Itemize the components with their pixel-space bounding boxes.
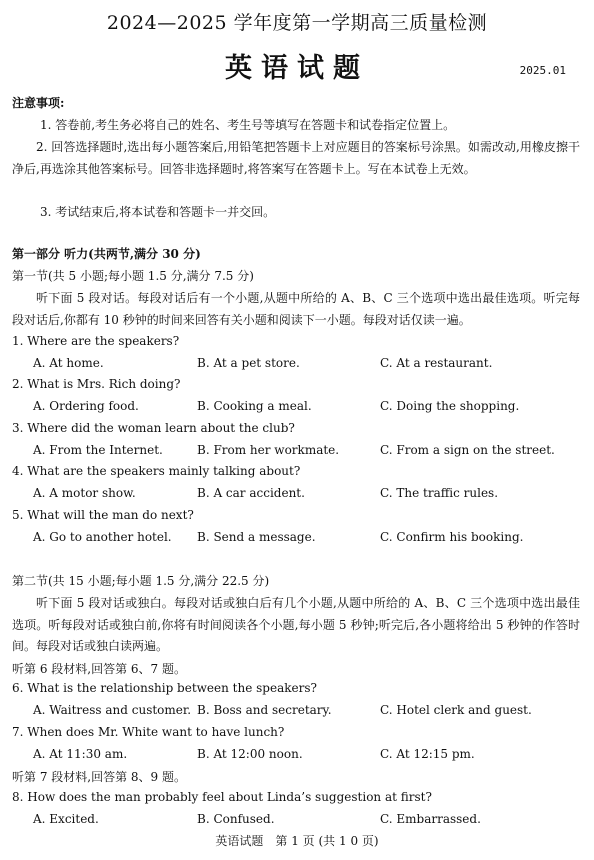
question-7: 7. When does Mr. White want to have lunch? [12, 725, 285, 739]
question-6-option-c: C. Hotel clerk and guest. [380, 703, 532, 717]
material-6-label: 听第 6 段材料,回答第 6、7 题。 [12, 662, 186, 676]
subject-title: 英语试题 [225, 53, 369, 84]
section2-heading: 第二节(共 15 小题;每小题 1.5 分,满分 22.5 分) [12, 574, 270, 588]
exam-date: 2025.01 [519, 64, 566, 77]
question-2: 2. What is Mrs. Rich doing? [12, 377, 181, 391]
question-3-option-b: B. From her workmate. [197, 443, 340, 457]
question-2-option-a: A. Ordering food. [33, 399, 139, 413]
notice-item-1: 1. 答卷前,考生务必将自己的姓名、考生号等填写在答题卡和试卷指定位置上。 [40, 118, 456, 132]
question-6-option-a: A. Waitress and customer. [33, 703, 192, 717]
section2-instructions: 听下面 5 段对话或独白。每段对话或独白后有几个小题,从题中所给的 A、B、C 三个选项中选出最佳选项。听每段对话或独白前,你将有时间阅读各个小题,每小题 5 秒钟;听完后,各小题将给出 5 秒钟的作答时间。每段对话或独白读两遍。 [12, 596, 580, 653]
question-5-option-b: B. Send a message. [197, 530, 316, 544]
question-8-option-c: C. Embarrassed. [380, 812, 481, 826]
question-8: 8. How does the man probably feel about Linda’s suggestion at first? [12, 790, 432, 804]
question-7-option-c: C. At 12:15 pm. [380, 747, 475, 761]
notice-item-2: 2. 回答选择题时,选出每小题答案后,用铅笔把答题卡上对应题目的答案标号涂黑。如需改动,用橡皮擦干净后,再选涂其他答案标号。回答非选择题时,将答案写在答题卡上。写在本试卷上无效。 [12, 140, 580, 176]
question-6: 6. What is the relationship between the speakers? [12, 681, 317, 695]
page-footer: 英语试题 第 1 页 (共 1 0 页) [215, 834, 379, 848]
question-1-option-b: B. At a pet store. [197, 356, 300, 370]
question-2-option-c: C. Doing the shopping. [380, 399, 520, 413]
question-1-option-c: C. At a restaurant. [380, 356, 493, 370]
question-8-option-a: A. Excited. [33, 812, 99, 826]
part1-heading: 第一部分 听力(共两节,满分 30 分) [12, 247, 201, 261]
question-5-option-c: C. Confirm his booking. [380, 530, 524, 544]
question-2-option-b: B. Cooking a meal. [197, 399, 312, 413]
question-3-option-a: A. From the Internet. [33, 443, 163, 457]
question-4-option-b: B. A car accident. [197, 486, 305, 500]
question-7-option-a: A. At 11:30 am. [33, 747, 128, 761]
question-4: 4. What are the speakers mainly talking about? [12, 464, 301, 478]
section1-instructions: 听下面 5 段对话。每段对话后有一个小题,从题中所给的 A、B、C 三个选项中选出最佳选项。听完每段对话后,你都有 10 秒钟的时间来回答有关小题和阅读下一小题。每段对话仅读一遍。 [12, 291, 580, 327]
question-1-option-a: A. At home. [33, 356, 104, 370]
exam-title: 2024—2025 学年度第一学期高三质量检测 [106, 12, 488, 34]
question-7-option-b: B. At 12:00 noon. [197, 747, 303, 761]
question-4-option-c: C. The traffic rules. [380, 486, 499, 500]
notice-heading: 注意事项: [12, 96, 65, 110]
section1-heading: 第一节(共 5 小题;每小题 1.5 分,满分 7.5 分) [12, 269, 254, 283]
question-4-option-a: A. A motor show. [33, 486, 136, 500]
question-3-option-c: C. From a sign on the street. [380, 443, 555, 457]
question-5: 5. What will the man do next? [12, 508, 194, 522]
question-6-option-b: B. Boss and secretary. [197, 703, 332, 717]
notice-item-3: 3. 考试结束后,将本试卷和答题卡一并交回。 [40, 205, 276, 219]
question-5-option-a: A. Go to another hotel. [33, 530, 172, 544]
question-8-option-b: B. Confused. [197, 812, 275, 826]
material-7-label: 听第 7 段材料,回答第 8、9 题。 [12, 770, 186, 784]
question-1: 1. Where are the speakers? [12, 334, 180, 348]
question-3: 3. Where did the woman learn about the club? [12, 421, 295, 435]
